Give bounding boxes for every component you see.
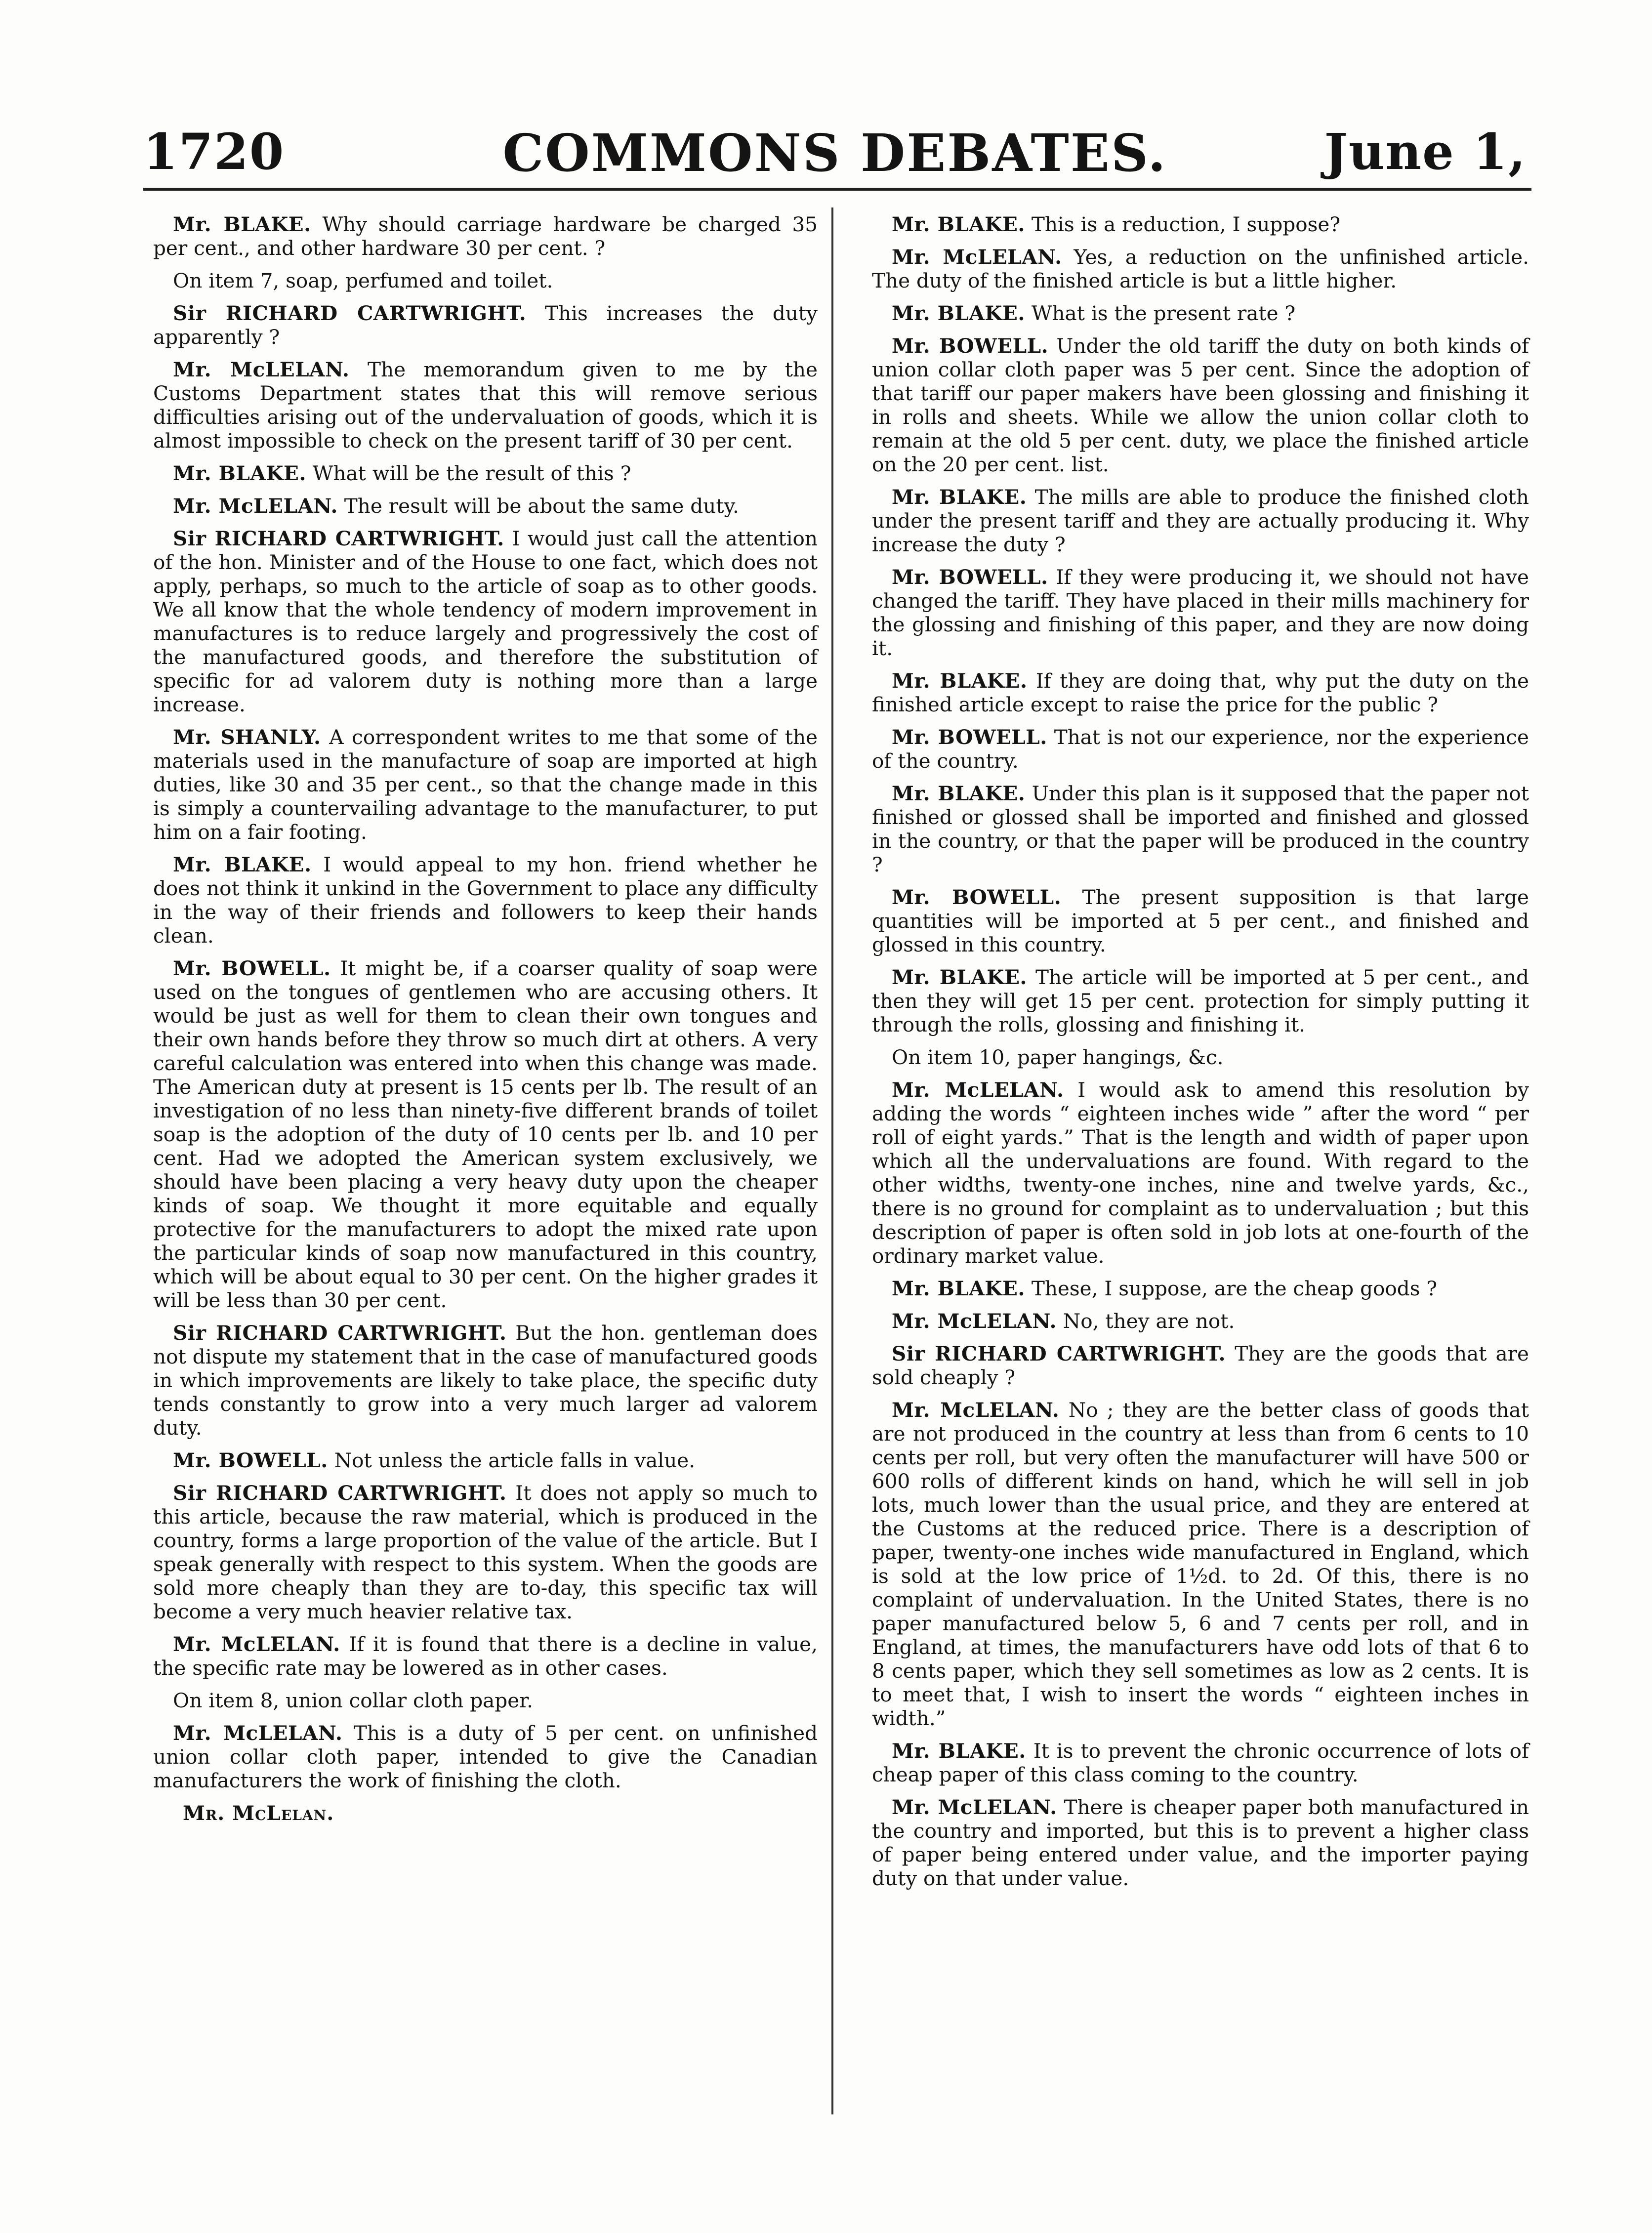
paragraph [153,1448,818,1472]
paragraph-text: On item 7, soap, perfumed and toilet. [173,269,553,292]
paragraph-text: Not unless the article falls in value. [334,1448,696,1472]
paragraph-text: If they were producing it, we should not have changed the tariff. They have placed in their mills machinery for the glossing and finishing of this paper, and they are now doing it. [872,565,1529,660]
paragraph-text: This increases the duty apparently ? [153,301,818,349]
paragraph [153,212,818,260]
paragraph-text: The memorandum given to me by the Customs Department states that this will remove serious difficulties arising out of the undervaluation of goods, which it is almost impossible to check on the present tariff of 30 per cent. [153,358,818,453]
speaker-name: Mr. McLELAN. [892,1078,1064,1102]
paragraph-text: No ; they are the better class of goods that are not produced in the country at less than from 6 cents to 10 cents per roll, but very often the manufacturer will have 500 or 600 rolls of different kinds on hand, which he will sell in job lots, much lower than the usual price, and they are entered at the Customs at the reduced price. There is a description of paper, twenty-one inches wide manufactured in England, which is sold at the low price of 1½d. to 2d. Of this, there is no complaint of undervaluation. In the United States, there is no paper manufactured below 5, 6 and 7 cents per roll, and in England, at times, the manufacturers have odd lots of that 6 to 8 cents paper, which they sell sometimes as low as 2 cents. It is to meet that, I wish to insert the words “ eighteen inches in width.” [872,1398,1529,1730]
paragraph [153,527,818,716]
paragraph [872,1078,1529,1268]
header-date: June 1, [1324,123,1527,181]
speaker-name: Mr. BLAKE. [892,212,1025,236]
speaker-name: Mr. BLAKE. [892,1277,1025,1300]
paragraph [153,956,818,1312]
continuation-speaker: Mr. McLelan. [183,1801,334,1825]
paragraph-text: The result will be about the same duty. [344,494,739,518]
paragraph [872,885,1529,956]
speaker-name: Mr. BLAKE. [892,485,1027,509]
speaker-name: Mr. BOWELL. [892,565,1048,589]
header-rule [143,188,1531,191]
paragraph-text: The article will be imported at 5 per cent., and then they will get 15 per cent. protection for simply putting it through the rolls, glossing and finishing it. [872,965,1529,1036]
paragraph-text: No, they are not. [1063,1309,1235,1333]
paragraph-text: But the hon. gentleman does not dispute my statement that in the case of manufactured goods in which improvements are likely to take place, the specific duty tends constantly to grow into a very much larger ad valorem duty. [153,1321,818,1440]
paragraph [872,1342,1529,1389]
paragraph-text: They are the goods that are sold cheaply ? [872,1342,1529,1389]
right-column [872,212,1529,1899]
speaker-name: Sir RICHARD CARTWRIGHT. [173,1481,507,1505]
speaker-name: Sir RICHARD CARTWRIGHT. [173,301,527,325]
paragraph [872,1045,1529,1069]
paragraph-text: This is a duty of 5 per cent. on unfinished union collar cloth paper, intended to give the Canadian manufacturers the work of finishing the cloth. [153,1721,818,1792]
paragraph-text: Under this plan is it supposed that the paper not finished or glossed shall be imported and finished and glossed in the country, or that the paper will be produced in the country ? [872,782,1529,876]
paragraph [872,245,1529,292]
speaker-name: Mr. McLELAN. [173,1721,343,1745]
paragraph [872,301,1529,325]
speaker-name: Mr. McLELAN. [173,358,350,381]
speaker-name: Mr. McLELAN. [892,1398,1060,1422]
speaker-name: Sir RICHARD CARTWRIGHT. [173,527,504,550]
paragraph-text: I would just call the attention of the hon. Minister and of the House to one fact, which does not apply, perhaps, so much to the article of soap as to other goods. We all know that the whole tendency of modern improvement in manufactures is to reduce largely and progressively the cost of the manufactured goods, and therefore the substitution of specific for ad valorem duty is nothing more than a large increase. [153,527,818,716]
speaker-name: Mr. BOWELL. [892,885,1062,909]
speaker-name: Mr. BLAKE. [892,301,1025,325]
paragraph-text: The mills are able to produce the finished cloth under the present tariff and they are actually producing it. Why increase the duty ? [872,485,1529,556]
paragraph [153,1632,818,1680]
speaker-name: Mr. BOWELL. [173,956,331,980]
paragraph [153,853,818,948]
speaker-name: Mr. BOWELL. [892,334,1049,358]
paragraph [872,485,1529,556]
speaker-name: Mr. BLAKE. [892,1739,1026,1763]
paragraph [872,965,1529,1036]
paragraph [872,334,1529,476]
paragraph-text: If it is found that there is a decline in value, the specific rate may be lowered as in other cases. [153,1632,818,1680]
speaker-name: Mr. BOWELL. [892,725,1047,749]
left-column [153,212,818,1834]
paragraph-text: Yes, a reduction on the unfinished article. The duty of the finished article is but a little higher. [872,245,1529,292]
paragraph [153,1721,818,1792]
speaker-name: Mr. McLELAN. [173,494,338,518]
speaker-name: Mr. McLELAN. [173,1632,340,1656]
paragraph-text: There is cheaper paper both manufactured in the country and imported, but this is to prevent a higher class of paper being entered under value, and the importer paying duty on that under value. [872,1795,1529,1890]
page-header [143,123,1527,187]
column-divider [831,207,833,2114]
speaker-name: Mr. BLAKE. [892,965,1028,989]
speaker-name: Mr. McLELAN. [892,245,1062,269]
speaker-name: Sir RICHARD CARTWRIGHT. [892,1342,1226,1365]
paragraph-text: Under the old tariff the duty on both kinds of union collar cloth paper was 5 per cent. Since the adoption of that tariff our paper makers have been glossing and finishing it in rolls and sheets. While we allow the union collar cloth to remain at the old 5 per cent. duty, we place the finished article on the 20 per cent. list. [872,334,1529,476]
speaker-name: Mr. BLAKE. [892,669,1028,693]
paragraph-text: On item 8, union collar cloth paper. [173,1689,533,1712]
paragraph-text: This is a reduction, I suppose? [1031,212,1341,236]
paragraph [153,269,818,292]
speaker-name: Mr. BLAKE. [173,461,306,485]
speaker-name: Mr. SHANLY. [173,725,321,749]
paragraph-text: That is not our experience, nor the experience of the country. [872,725,1529,773]
paragraph [153,461,818,485]
paragraph-text: It does not apply so much to this article, because the raw material, which is produced in the country, forms a large proportion of the value of the article. But I speak generally with respect to this system. When the goods are sold more cheaply than they are to-day, this specific tax will become a very much heavier relative tax. [153,1481,818,1623]
paragraph-text: I would ask to amend this resolution by adding the words “ eighteen inches wide ” after the word “ per roll of eight yards.” That is the length and width of paper upon which all the undervaluations are found. With regard to the other widths, twenty-one inches, nine and twelve yards, &c., there is no ground for complaint as to undervaluation ; but this description of paper is often sold in job lots at one-fourth of the ordinary market value. [872,1078,1529,1268]
paragraph [872,565,1529,660]
paragraph-text: A correspondent writes to me that some of the materials used in the manufacture of soap are imported at high duties, like 30 and 35 per cent., so that the change made in this is simply a countervailing advantage to the manufacturer, to put him on a fair footing. [153,725,818,844]
paragraph [872,1277,1529,1300]
paragraph [872,782,1529,876]
paragraph [153,301,818,349]
speaker-name: Sir RICHARD CARTWRIGHT. [173,1321,507,1345]
speaker-name: Mr. McLELAN. [892,1795,1057,1819]
paragraph [153,1481,818,1623]
speaker-name: Mr. BLAKE. [173,853,312,876]
paragraph-text: I would appeal to my hon. friend whether he does not think it unkind in the Government to place any difficulty in the way of their friends and followers to keep their hands clean. [153,853,818,948]
paragraph [153,1689,818,1712]
paragraph [153,1321,818,1440]
paragraph [872,1398,1529,1730]
paragraph-text: If they are doing that, why put the duty on the finished article except to raise the price for the public ? [872,669,1529,716]
paragraph [153,358,818,453]
paragraph-text: What is the present rate ? [1031,301,1296,325]
paragraph [153,494,818,518]
paragraph-text: What will be the result of this ? [312,461,631,485]
paragraph [872,1739,1529,1786]
speaker-name: Mr. BLAKE. [892,782,1026,805]
paragraph-text: The present supposition is that large quantities will be imported at 5 per cent., and finished and glossed in this country. [872,885,1529,956]
paragraph-text: On item 10, paper hangings, &c. [892,1045,1224,1069]
paragraph [872,1795,1529,1890]
paragraph [153,725,818,844]
paragraph [872,212,1529,236]
speaker-name: Mr. McLELAN. [892,1309,1057,1333]
paragraph [872,1309,1529,1333]
paragraph-text: It is to prevent the chronic occurrence of lots of cheap paper of this class coming to the country. [872,1739,1529,1786]
page-number: 1720 [143,123,285,181]
speaker-name: Mr. BLAKE. [173,212,311,236]
paragraph-text: It might be, if a coarser quality of soap were used on the tongues of gentlemen who are accusing others. It would be just as well for them to clean their own tongues and their own hands before they throw so much dirt at others. A very careful calculation was entered into when this change was made. The American duty at present is 15 cents per lb. The result of an investigation of no less than ninety-five different brands of toilet soap is the adoption of the duty of 10 cents per lb. and 10 per cent. Had we adopted the American system exclusively, we should have been placing a very heavy duty upon the cheaper kinds of soap. We thought it more equitable and equally protective for the manufacturers to adopt the mixed rate upon the particular kinds of soap now manufactured in this country, which will be about equal to 30 per cent. On the higher grades it will be less than 30 per cent. [153,956,818,1312]
paragraph [872,669,1529,716]
speaker-name: Mr. BOWELL. [173,1448,328,1472]
paragraph-text: Why should carriage hardware be charged 35 per cent., and other hardware 30 per cent. ? [153,212,818,260]
paragraph [872,725,1529,773]
paragraph-text: These, I suppose, are the cheap goods ? [1031,1277,1438,1300]
page-title: COMMONS DEBATES. [502,123,1167,183]
